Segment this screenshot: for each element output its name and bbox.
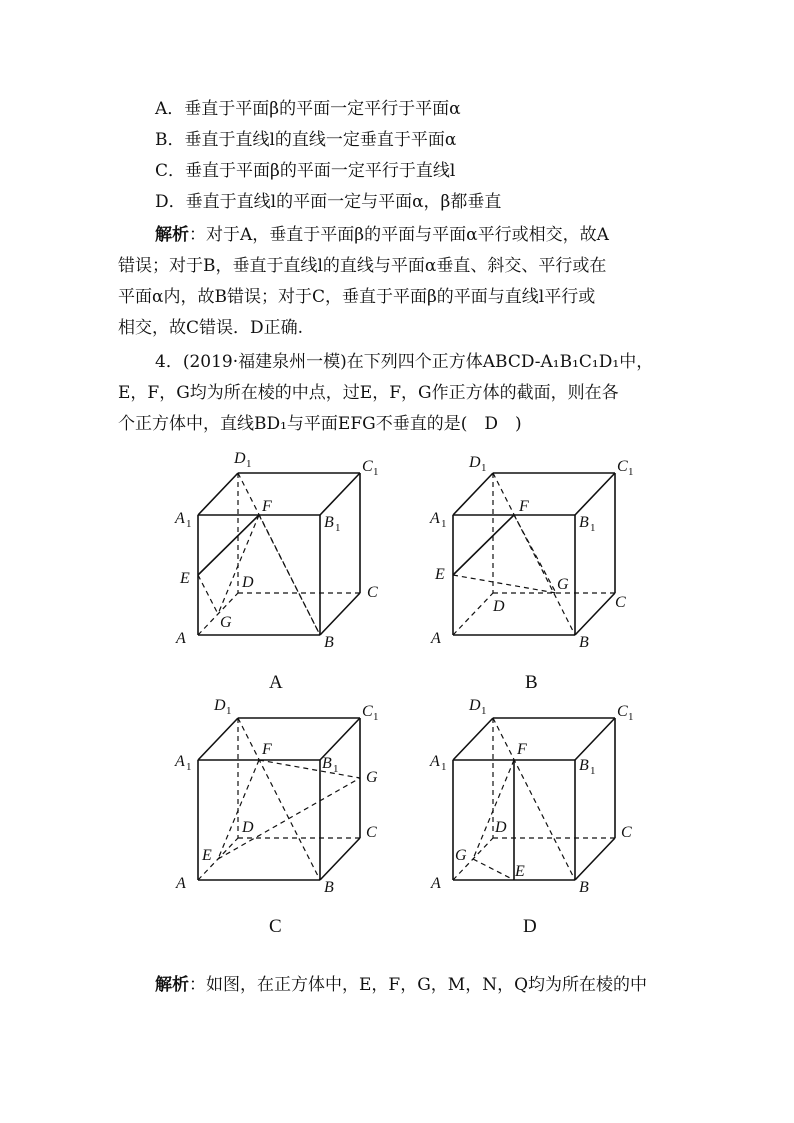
figure-caption-b: B [525,672,538,693]
svg-text:E: E [180,570,190,587]
svg-text:F: F [517,741,527,758]
cube-diagram-b [425,445,655,660]
svg-text:B: B [579,757,589,774]
svg-text:E: E [435,566,445,583]
svg-text:C: C [367,584,378,601]
analysis-line-1: 解析：对于A，垂直于平面β的平面与平面α平行或相交，故A [155,225,609,245]
svg-text:1: 1 [590,522,596,534]
analysis-line-4: 相交，故C错误．D正确. [118,318,304,338]
svg-text:B: B [579,634,589,651]
svg-text:1: 1 [373,711,379,723]
svg-text:1: 1 [590,765,596,777]
svg-text:D: D [242,574,254,591]
analysis-2-line: 解析：如图，在正方体中，E，F，G，M，N，Q均为所在棱的中 [155,975,648,995]
svg-text:F: F [262,741,272,758]
svg-text:B: B [322,755,332,772]
svg-text:1: 1 [481,705,487,717]
option-a: A．垂直于平面β的平面一定平行于平面α [155,99,461,119]
svg-text:1: 1 [333,763,339,775]
svg-text:C: C [621,824,632,841]
svg-text:D: D [493,598,505,615]
svg-text:C: C [617,458,628,475]
svg-text:A: A [430,753,440,770]
svg-text:A: A [431,875,441,892]
svg-text:B: B [579,879,589,896]
svg-text:1: 1 [186,518,192,530]
option-c: C．垂直于平面β的平面一定平行于直线l [155,161,456,181]
svg-text:1: 1 [628,466,634,478]
analysis-line-2: 错误；对于B，垂直于直线l的直线与平面α垂直、斜交、平行或在 [118,256,607,276]
cube-figure-a [170,445,400,664]
svg-text:E: E [202,847,212,864]
cube-diagram-a [170,445,400,660]
svg-text:B: B [324,634,334,651]
svg-text:C: C [617,703,628,720]
figure-caption-a: A [269,672,283,693]
svg-text:1: 1 [481,462,487,474]
svg-text:A: A [175,510,185,527]
svg-text:A: A [176,630,186,647]
figure-caption-c: C [269,916,282,937]
analysis-label: 解析 [155,225,189,245]
analysis-line-3: 平面α内，故B错误；对于C，垂直于平面β的平面与直线l平行或 [118,287,596,307]
svg-text:B: B [324,879,334,896]
svg-text:B: B [324,514,334,531]
svg-text:D: D [234,450,246,467]
svg-text:D: D [469,454,481,471]
svg-text:1: 1 [335,522,341,534]
svg-text:C: C [615,594,626,611]
svg-text:G: G [455,847,467,864]
svg-text:D: D [242,819,254,836]
cube-figure-b [425,445,655,664]
question-4-line-1: 4．(2019·福建泉州一模)在下列四个正方体ABCD-A₁B₁C₁D₁中， [155,352,654,372]
question-4-line-2: E，F，G均为所在棱的中点，过E，F，G作正方体的截面，则在各 [118,383,619,403]
svg-text:E: E [515,863,525,880]
svg-text:A: A [176,875,186,892]
svg-text:A: A [430,510,440,527]
svg-text:1: 1 [186,761,192,773]
svg-text:D: D [214,697,226,714]
svg-text:1: 1 [441,518,447,530]
svg-text:1: 1 [628,711,634,723]
svg-text:F: F [262,498,272,515]
svg-text:G: G [366,769,378,786]
figure-caption-d: D [523,916,537,937]
svg-text:1: 1 [226,705,232,717]
svg-text:A: A [175,753,185,770]
svg-text:1: 1 [373,466,379,478]
svg-text:1: 1 [441,761,447,773]
cube-figure-d [425,690,655,909]
question-4-line-3: 个正方体中，直线BD₁与平面EFG不垂直的是( D ) [118,414,522,434]
svg-text:D: D [469,697,481,714]
svg-text:F: F [519,498,529,515]
cube-diagram-d [425,690,655,905]
svg-text:1: 1 [246,458,252,470]
svg-text:A: A [431,630,441,647]
option-b: B．垂直于直线l的直线一定垂直于平面α [155,130,457,150]
svg-text:C: C [366,824,377,841]
svg-text:G: G [220,614,232,631]
analysis-2-label: 解析 [155,975,189,995]
svg-text:G: G [557,576,569,593]
svg-text:D: D [495,819,507,836]
cube-figure-c [170,690,400,909]
option-d: D．垂直于直线l的平面一定与平面α，β都垂直 [155,192,502,212]
cube-diagram-c [170,690,400,905]
svg-text:C: C [362,703,373,720]
svg-text:B: B [579,514,589,531]
svg-text:C: C [362,458,373,475]
